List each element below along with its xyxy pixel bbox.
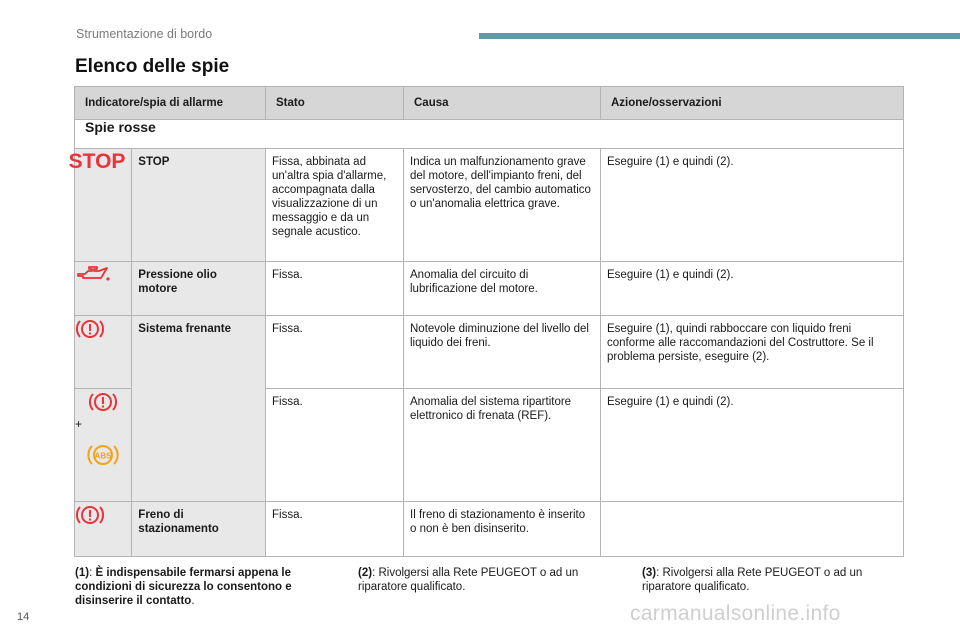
state-text: Fissa. — [266, 262, 404, 316]
footnote-2-ref: (2) — [358, 567, 373, 579]
abs-icon-text: ABS — [94, 451, 112, 461]
footnote-2-text: : Rivolgersi alla Rete PEUGEOT o ad un riparatore qualificato. — [358, 567, 579, 593]
cause-text: Indica un malfunzionamento grave del motore, dell'impianto freni, del servosterzo, del cambio automatico o un'anomalia elettrica grave. — [404, 149, 601, 262]
column-header-action: Azione/osservazioni — [601, 87, 904, 120]
action-text: Eseguire (1) e quindi (2). — [601, 149, 904, 262]
footnote-1-text: È indispensabile fermarsi appena le condizioni di sicurezza lo consentono e disinserire il contatto — [75, 567, 292, 607]
action-text: Eseguire (1) e quindi (2). — [601, 262, 904, 316]
column-header-state: Stato — [266, 87, 404, 120]
cause-text: Il freno di stazionamento è inserito o non è ben disinserito. — [404, 502, 601, 557]
abs-icon — [87, 441, 119, 469]
footnote-2 — [358, 566, 608, 594]
action-text: Eseguire (1) e quindi (2). — [601, 389, 904, 502]
table-row — [75, 262, 904, 316]
indicator-name: Sistema frenante — [132, 316, 266, 502]
cause-text: Anomalia del circuito di lubrificazione del motore. — [404, 262, 601, 316]
indicator-name: Pressione olio motore — [132, 262, 266, 316]
footnote-1-end: . — [191, 595, 195, 607]
footnote-1: (1): È indispensabile fermarsi appena le condizioni di sicurezza lo consentono e disinserire il contatto. — [75, 567, 292, 607]
warning-lights-table — [68, 86, 904, 557]
column-header-indicator: Indicatore/spia di allarme — [75, 87, 266, 120]
state-text: Fissa. — [266, 316, 404, 389]
brake-warning-icon — [75, 316, 132, 389]
column-header-cause: Causa — [404, 87, 601, 120]
table-row — [75, 149, 904, 262]
cause-text: Notevole diminuzione del livello del liquido dei freni. — [404, 316, 601, 389]
cause-text: Anomalia del sistema ripartitore elettronico di frenata (REF). — [404, 389, 601, 502]
footnote-3-text: : Rivolgersi alla Rete PEUGEOT o ad un riparatore qualificato. — [642, 567, 863, 593]
section-row — [75, 120, 904, 149]
table-header-row — [75, 87, 904, 120]
action-text — [601, 502, 904, 557]
state-text: Fissa. — [266, 502, 404, 557]
brake-warning-icon — [88, 389, 118, 415]
footnote-3-ref: (3) — [642, 567, 657, 579]
footnote-3 — [642, 566, 892, 594]
plus-sign: + — [75, 417, 83, 431]
brake-warning-icon — [75, 502, 132, 557]
page-title: Elenco delle spie — [75, 56, 230, 77]
oil-pressure-icon — [75, 262, 132, 316]
footnote-1-ref: (1) — [75, 567, 90, 579]
watermark: carmanualsonline.info — [630, 602, 841, 625]
action-text: Eseguire (1), quindi rabboccare con liquido freni conforme alle raccomandazioni del Costruttore. Se il problema persiste, eseguire (2). — [601, 316, 904, 389]
brake-abs-icon-group — [75, 389, 132, 502]
table-row — [75, 502, 904, 557]
stop-icon-text: STOP — [68, 150, 126, 173]
indicator-name: STOP — [132, 149, 266, 262]
state-text: Fissa, abbinata ad un'altra spia d'allarme, accompagnata dalla visualizzazione di un messaggio e da un segnale acustico. — [266, 149, 404, 262]
stop-icon — [68, 149, 132, 262]
header-bar — [479, 33, 960, 39]
state-text: Fissa. — [266, 389, 404, 502]
indicator-name: Freno di stazionamento — [132, 502, 266, 557]
section-label: Spie rosse — [75, 120, 904, 149]
page-number: 14 — [17, 611, 30, 623]
section-header: Strumentazione di bordo — [76, 27, 213, 41]
table-row — [75, 316, 904, 389]
